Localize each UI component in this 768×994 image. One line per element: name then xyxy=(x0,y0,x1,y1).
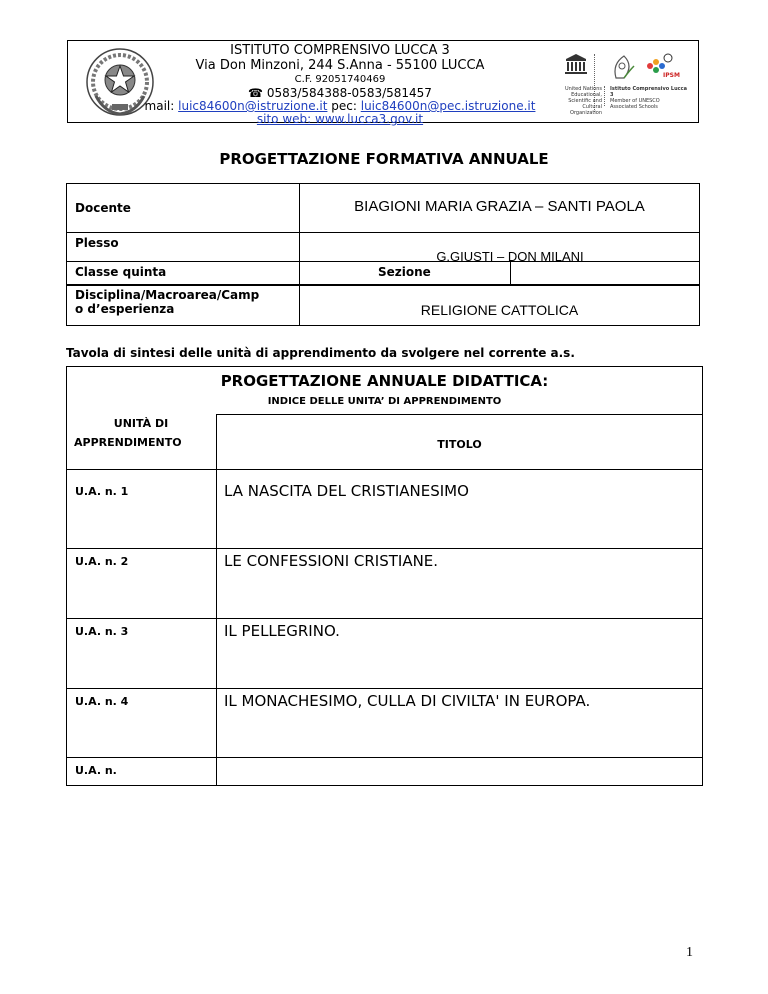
unesco-logos xyxy=(550,48,690,118)
table-row-title: LE CONFESSIONI CRISTIANE. xyxy=(224,552,439,570)
school-address: Via Don Minzoni, 244 S.Anna - 55100 LUCCA xyxy=(195,58,485,73)
web-line xyxy=(140,112,540,126)
table-row-title: IL MONACHESIMO, CULLA DI CIVILTA' IN EUROPA. xyxy=(224,692,591,710)
table-row-label: U.A. n. 4 xyxy=(75,695,129,708)
docente-value: BIAGIONI MARIA GRAZIA – SANTI PAOLA xyxy=(354,198,645,215)
mail-label: mail: xyxy=(144,99,175,113)
page-number: 1 xyxy=(686,945,693,960)
school-name: ISTITUTO COMPRENSIVO LUCCA 3 xyxy=(230,43,450,58)
row-divider xyxy=(66,618,703,619)
annual-subheading: INDICE DELLE UNITA’ DI APPRENDIMENTO xyxy=(267,396,502,407)
pec-label: pec: xyxy=(331,99,357,113)
table-border-right xyxy=(702,366,703,786)
unesco-caption xyxy=(550,86,602,116)
table-row-label: U.A. n. 2 xyxy=(75,555,129,568)
table-border-top xyxy=(66,366,703,367)
unesco-caption-line: Educational, Scientific and xyxy=(568,92,602,104)
column-header-apprendimento: APPRENDIMENTO xyxy=(74,436,182,449)
phone-numbers: 0583/584388-0583/581457 xyxy=(266,86,432,100)
ipsm-logo-icon xyxy=(642,52,678,78)
table-row-title: LA NASCITA DEL CRISTIANESIMO xyxy=(224,482,469,500)
annual-heading: PROGETTAZIONE ANNUALE DIDATTICA: xyxy=(220,372,549,390)
table-border-bottom xyxy=(66,785,703,786)
row-divider xyxy=(66,548,703,549)
website-link[interactable]: sito web: www.lucca3.gov.it xyxy=(256,112,424,126)
docente-label: Docente xyxy=(75,201,131,215)
row-divider xyxy=(66,469,703,470)
unesco-caption-line: Cultural Organization xyxy=(570,104,602,116)
page-title: PROGETTAZIONE FORMATIVA ANNUALE xyxy=(219,150,549,168)
school-leaf-logo-icon xyxy=(610,52,638,82)
row-divider xyxy=(216,414,703,415)
member-caption-line: Member of UNESCO xyxy=(610,98,660,104)
cell-divider xyxy=(66,261,300,262)
classe-label: Classe quinta xyxy=(75,265,167,279)
row-divider xyxy=(66,688,703,689)
ipsm-label: IPSM xyxy=(663,72,680,79)
disciplina-label-line: o d’esperienza xyxy=(75,302,175,316)
table-row-label: U.A. n. xyxy=(75,764,117,777)
column-header-titolo: TITOLO xyxy=(437,438,482,451)
column-header-unita: UNITÀ DI xyxy=(113,417,169,430)
unesco-temple-icon xyxy=(564,52,588,76)
disciplina-label-line: Disciplina/Macroarea/Camp xyxy=(75,288,260,302)
disciplina-value: RELIGIONE CATTOLICA xyxy=(420,302,579,318)
unesco-caption-line: United Nations xyxy=(564,86,602,92)
phone-icon: ☎ xyxy=(248,86,263,100)
email-line xyxy=(140,99,540,113)
table-row-title: IL PELLEGRINO. xyxy=(224,622,340,640)
plesso-label: Plesso xyxy=(75,236,119,250)
cell-divider xyxy=(510,261,511,285)
synthesis-caption: Tavola di sintesi delle unità di apprendimento da svolgere nel corrente a.s. xyxy=(66,346,575,360)
table-row-label: U.A. n. 3 xyxy=(75,625,129,638)
member-caption-line: Associated Schools xyxy=(610,104,658,110)
member-caption-line: Istituto Comprensivo Lucca 3 xyxy=(610,86,687,98)
member-caption xyxy=(610,86,690,110)
pec-link[interactable]: luic84600n@pec.istruzione.it xyxy=(360,99,536,113)
mail-link[interactable]: luic84600n@istruzione.it xyxy=(178,99,328,113)
table-row-label: U.A. n. 1 xyxy=(75,485,129,498)
phone-line xyxy=(140,86,540,100)
fiscal-code: C.F. 92051740469 xyxy=(294,74,386,85)
plesso-value: G.GIUSTI – DON MILANI xyxy=(436,249,584,264)
sezione-label: Sezione xyxy=(378,265,431,279)
row-divider xyxy=(66,757,703,758)
